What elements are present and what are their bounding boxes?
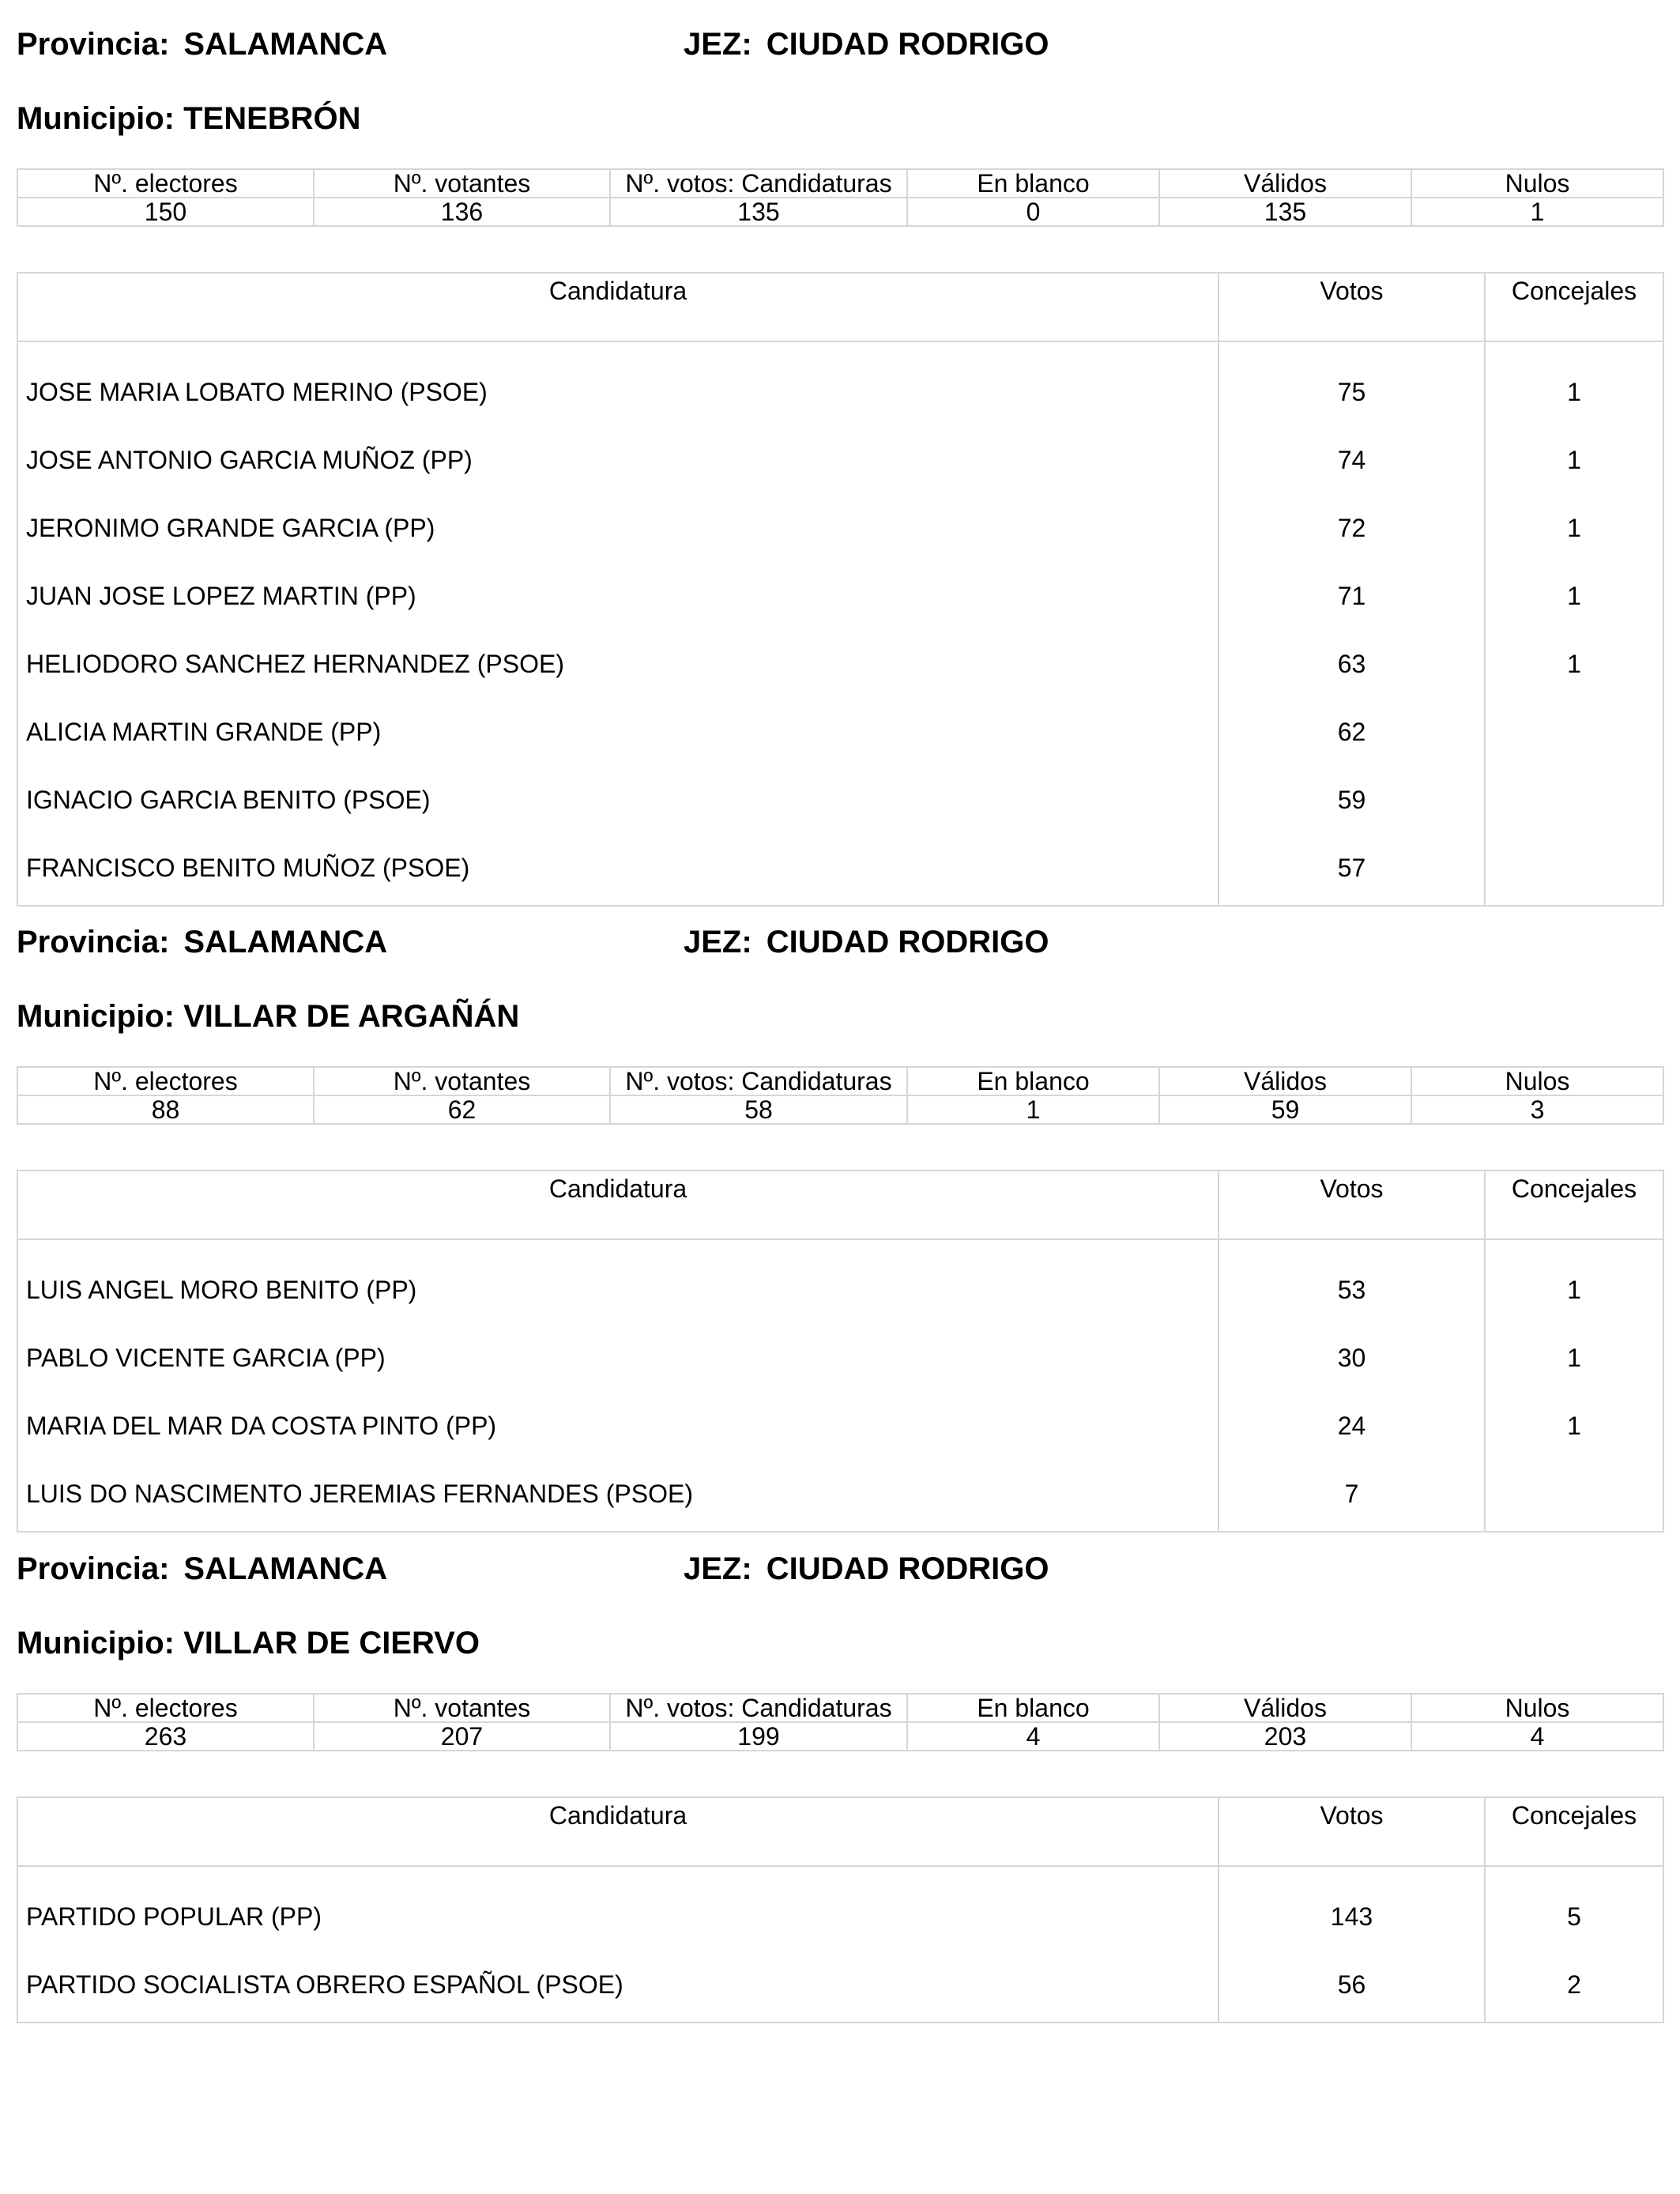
stats-value-row <box>17 1095 1663 1124</box>
candidate-name: PABLO VICENTE GARCIA (PP) <box>17 1324 1219 1392</box>
stats-header: Nulos <box>1411 1067 1663 1095</box>
municipio-value: VILLAR DE CIERVO <box>183 1626 480 1661</box>
candidate-name: LUIS DO NASCIMENTO JEREMIAS FERNANDES (PSOE) <box>17 1460 1219 1532</box>
jez-label: JEZ: <box>684 1551 752 1586</box>
table-row <box>17 1392 1663 1460</box>
candidatura-header: Candidatura <box>17 273 1219 341</box>
candidate-votes: 71 <box>1219 562 1485 630</box>
stats-value: 3 <box>1411 1095 1663 1124</box>
jez-value: CIUDAD RODRIGO <box>766 1551 1049 1586</box>
stats-value: 199 <box>610 1722 907 1751</box>
candidate-seats: 2 <box>1567 1970 1581 1999</box>
stats-value: 4 <box>907 1722 1159 1751</box>
candidates-header-row <box>17 1797 1663 1866</box>
table-row <box>17 494 1663 562</box>
candidate-name: JOSE ANTONIO GARCIA MUÑOZ (PP) <box>17 426 1219 494</box>
stats-header: Nº. votos: Candidaturas <box>610 1067 907 1095</box>
candidate-name: JUAN JOSE LOPEZ MARTIN (PP) <box>17 562 1219 630</box>
municipio-heading <box>17 1001 519 1032</box>
votos-header: Votos <box>1219 273 1485 341</box>
stats-header: Nº. votantes <box>314 1067 610 1095</box>
table-row <box>17 562 1663 630</box>
table-row <box>17 1324 1663 1392</box>
candidate-votes: 62 <box>1219 698 1485 766</box>
concejales-header: Concejales <box>1485 1797 1663 1866</box>
candidate-name: LUIS ANGEL MORO BENITO (PP) <box>17 1239 1219 1324</box>
provincia-value: SALAMANCA <box>183 27 388 62</box>
table-row <box>17 630 1663 698</box>
stats-value: 203 <box>1159 1722 1411 1751</box>
provincia-label: Provincia: <box>17 1551 170 1586</box>
stats-value-row <box>17 198 1663 226</box>
candidates-table <box>17 1170 1664 1532</box>
candidate-seats: 1 <box>1567 1275 1581 1304</box>
stats-value: 1 <box>1411 198 1663 226</box>
candidates-table <box>17 272 1664 907</box>
stats-header: Nº. votantes <box>314 1694 610 1722</box>
jez-heading <box>684 1553 1049 1585</box>
table-row <box>17 1866 1663 1951</box>
table-row <box>17 1239 1663 1324</box>
jez-heading <box>684 28 1049 60</box>
stats-header: Nº. votos: Candidaturas <box>610 169 907 198</box>
stats-value: 150 <box>17 198 314 226</box>
candidate-votes: 59 <box>1219 766 1485 834</box>
jez-label: JEZ: <box>684 925 752 959</box>
candidate-name: FRANCISCO BENITO MUÑOZ (PSOE) <box>17 834 1219 906</box>
candidate-name: IGNACIO GARCIA BENITO (PSOE) <box>17 766 1219 834</box>
stats-header-row <box>17 1067 1663 1095</box>
votos-header: Votos <box>1219 1171 1485 1239</box>
provincia-value: SALAMANCA <box>183 925 388 959</box>
candidate-votes: 75 <box>1219 341 1485 426</box>
jez-value: CIUDAD RODRIGO <box>766 27 1049 62</box>
candidate-votes: 63 <box>1219 630 1485 698</box>
candidate-name: PARTIDO SOCIALISTA OBRERO ESPAÑOL (PSOE) <box>17 1951 1219 2022</box>
stats-value: 58 <box>610 1095 907 1124</box>
jez-heading <box>684 926 1049 958</box>
candidates-header-row <box>17 273 1663 341</box>
candidate-seats <box>1485 766 1663 834</box>
candidate-name: MARIA DEL MAR DA COSTA PINTO (PP) <box>17 1392 1219 1460</box>
candidate-seats: 5 <box>1567 1902 1581 1931</box>
candidate-seats <box>1485 834 1663 906</box>
candidate-seats: 1 <box>1567 649 1581 678</box>
stats-value: 207 <box>314 1722 610 1751</box>
candidate-votes: 57 <box>1219 834 1485 906</box>
stats-value: 263 <box>17 1722 314 1751</box>
stats-header: En blanco <box>907 169 1159 198</box>
municipio-value: VILLAR DE ARGAÑÁN <box>183 999 520 1034</box>
table-row <box>17 834 1663 906</box>
stats-header: Nº. electores <box>17 1067 314 1095</box>
candidate-name: PARTIDO POPULAR (PP) <box>17 1866 1219 1951</box>
municipio-label: Municipio: <box>17 101 175 136</box>
stats-table <box>17 168 1664 227</box>
table-row <box>17 426 1663 494</box>
table-row <box>17 766 1663 834</box>
candidate-seats: 1 <box>1567 1411 1581 1440</box>
jez-label: JEZ: <box>684 27 752 62</box>
candidate-name: JERONIMO GRANDE GARCIA (PP) <box>17 494 1219 562</box>
stats-value: 88 <box>17 1095 314 1124</box>
municipio-heading <box>17 1627 480 1659</box>
candidate-votes: 7 <box>1219 1460 1485 1532</box>
stats-header-row <box>17 1694 1663 1722</box>
municipio-value: TENEBRÓN <box>183 101 361 136</box>
stats-value: 4 <box>1411 1722 1663 1751</box>
stats-value: 62 <box>314 1095 610 1124</box>
candidates-table <box>17 1796 1664 2023</box>
stats-table <box>17 1066 1664 1125</box>
candidate-votes: 72 <box>1219 494 1485 562</box>
stats-header: Válidos <box>1159 1694 1411 1722</box>
candidate-votes: 30 <box>1219 1324 1485 1392</box>
stats-value-row <box>17 1722 1663 1751</box>
provincia-heading <box>17 926 387 958</box>
stats-header: Nulos <box>1411 169 1663 198</box>
stats-value: 135 <box>610 198 907 226</box>
candidate-seats: 1 <box>1567 445 1581 474</box>
candidates-header-row <box>17 1171 1663 1239</box>
table-row <box>17 698 1663 766</box>
table-row <box>17 1460 1663 1532</box>
stats-value: 135 <box>1159 198 1411 226</box>
stats-header-row <box>17 169 1663 198</box>
candidate-votes: 143 <box>1219 1866 1485 1951</box>
candidate-seats: 1 <box>1567 1343 1581 1372</box>
candidate-seats <box>1485 1460 1663 1532</box>
candidate-votes: 74 <box>1219 426 1485 494</box>
candidatura-header: Candidatura <box>17 1171 1219 1239</box>
table-row <box>17 1951 1663 2022</box>
stats-header: En blanco <box>907 1067 1159 1095</box>
votos-header: Votos <box>1219 1797 1485 1866</box>
stats-header: Válidos <box>1159 169 1411 198</box>
candidatura-header: Candidatura <box>17 1797 1219 1866</box>
concejales-header: Concejales <box>1485 273 1663 341</box>
candidate-name: JOSE MARIA LOBATO MERINO (PSOE) <box>17 341 1219 426</box>
candidate-name: HELIODORO SANCHEZ HERNANDEZ (PSOE) <box>17 630 1219 698</box>
stats-table <box>17 1693 1664 1751</box>
candidate-name: ALICIA MARTIN GRANDE (PP) <box>17 698 1219 766</box>
concejales-header: Concejales <box>1485 1171 1663 1239</box>
provincia-label: Provincia: <box>17 925 170 959</box>
stats-header: Nº. electores <box>17 169 314 198</box>
provincia-heading <box>17 28 387 60</box>
municipio-heading <box>17 103 361 134</box>
provincia-label: Provincia: <box>17 27 170 62</box>
municipio-label: Municipio: <box>17 1626 175 1661</box>
stats-header: Nulos <box>1411 1694 1663 1722</box>
provincia-value: SALAMANCA <box>183 1551 388 1586</box>
stats-header: Válidos <box>1159 1067 1411 1095</box>
stats-value: 59 <box>1159 1095 1411 1124</box>
candidate-votes: 56 <box>1219 1951 1485 2022</box>
stats-header: En blanco <box>907 1694 1159 1722</box>
table-row <box>17 341 1663 426</box>
stats-value: 136 <box>314 198 610 226</box>
stats-value: 1 <box>907 1095 1159 1124</box>
stats-header: Nº. votantes <box>314 169 610 198</box>
stats-value: 0 <box>907 198 1159 226</box>
jez-value: CIUDAD RODRIGO <box>766 925 1049 959</box>
candidate-votes: 53 <box>1219 1239 1485 1324</box>
candidate-votes: 24 <box>1219 1392 1485 1460</box>
municipio-label: Municipio: <box>17 999 175 1034</box>
candidate-seats: 1 <box>1567 581 1581 610</box>
candidate-seats <box>1485 698 1663 766</box>
stats-header: Nº. votos: Candidaturas <box>610 1694 907 1722</box>
candidate-seats: 1 <box>1567 513 1581 542</box>
candidate-seats: 1 <box>1567 377 1581 406</box>
provincia-heading <box>17 1553 387 1585</box>
stats-header: Nº. electores <box>17 1694 314 1722</box>
